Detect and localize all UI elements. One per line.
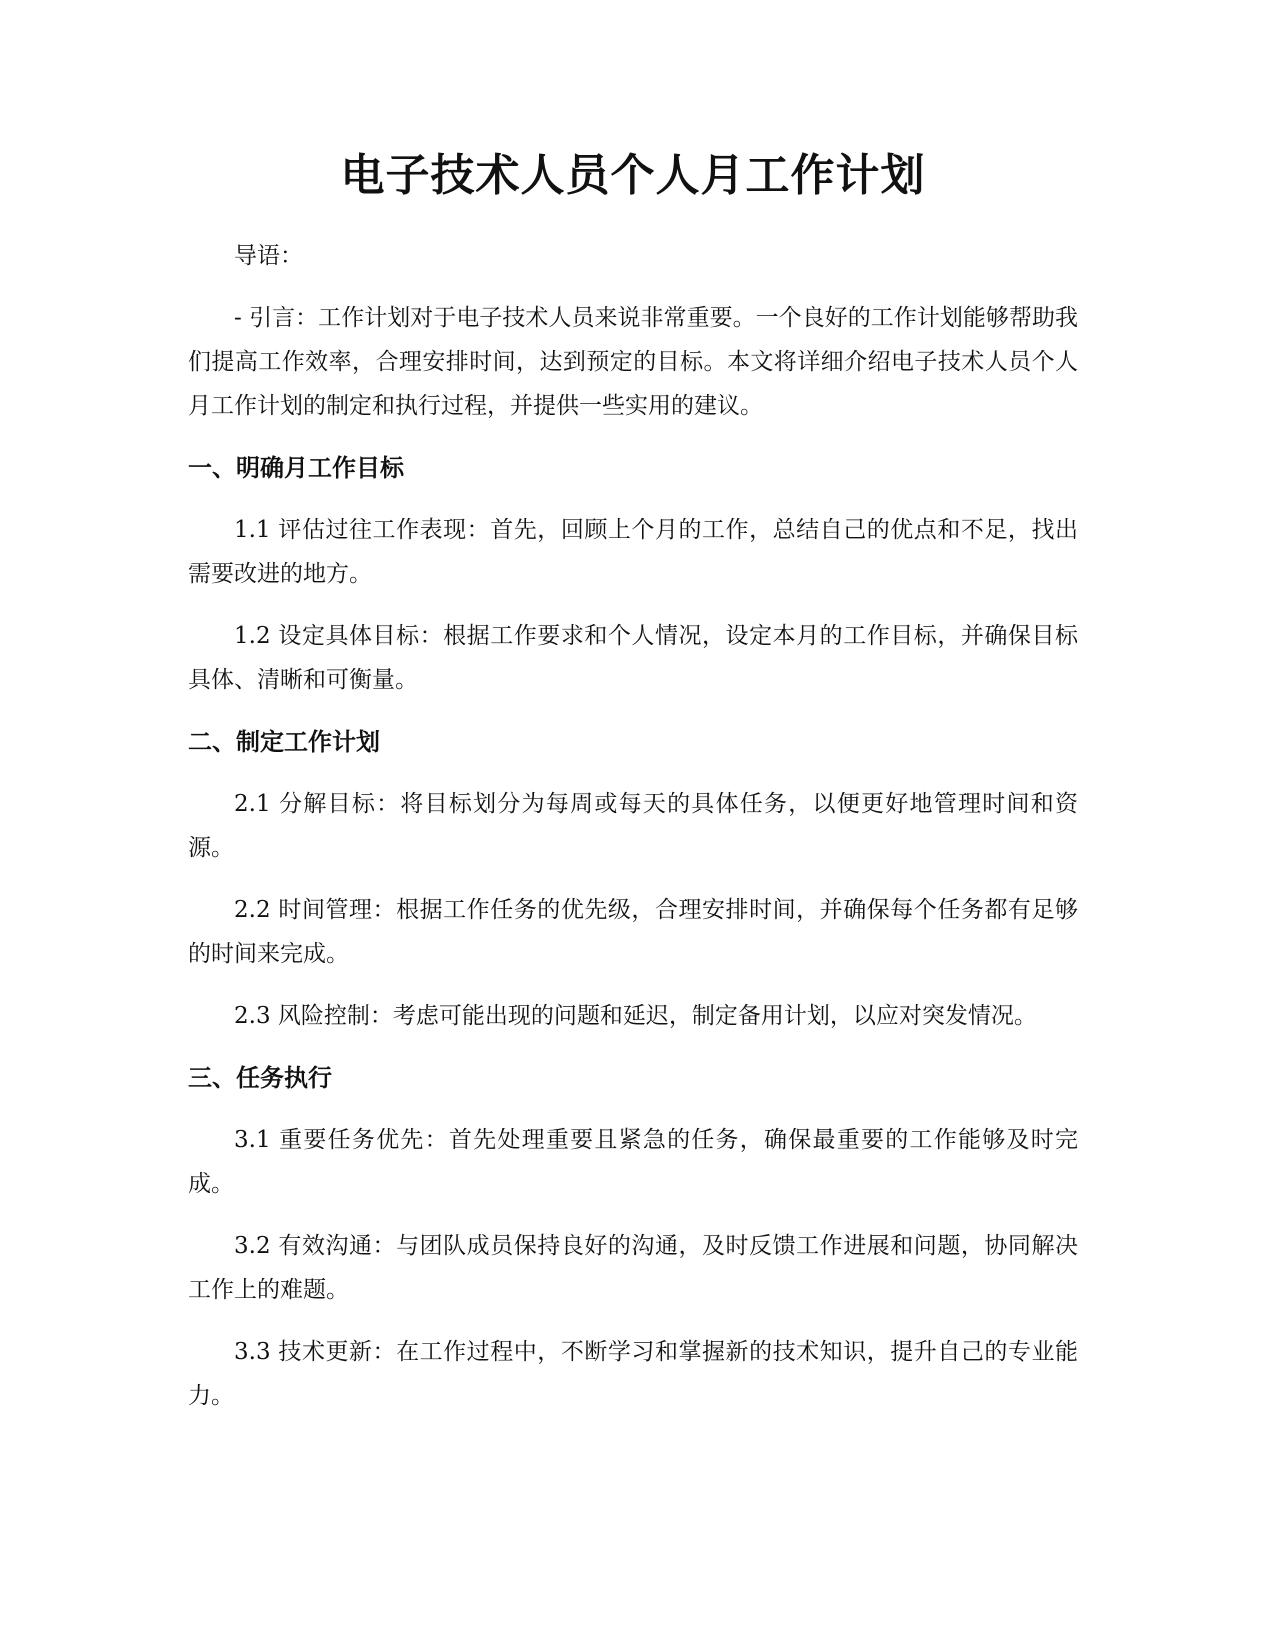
section-paragraph: 2.1 分解目标：将目标划分为每周或每天的具体任务，以便更好地管理时间和资源。 bbox=[188, 791, 1078, 861]
section-paragraph: 1.2 设定具体目标：根据工作要求和个人情况，设定本月的工作目标，并确保目标具体、清晰和可衡量。 bbox=[188, 623, 1078, 693]
section-3 bbox=[188, 1056, 1078, 1418]
section-paragraph: 2.3 风险控制：考虑可能出现的问题和延迟，制定备用计划，以应对突发情况。 bbox=[234, 1003, 1037, 1029]
document-body bbox=[188, 140, 1078, 1436]
section-heading: 二、制定工作计划 bbox=[188, 728, 380, 756]
section-paragraph: 2.2 时间管理：根据工作任务的优先级，合理安排时间，并确保每个任务都有足够的时间来完成。 bbox=[188, 897, 1078, 967]
section-paragraph: 1.1 评估过往工作表现：首先，回顾上个月的工作，总结自己的优点和不足，找出需要改进的地方。 bbox=[188, 517, 1078, 587]
intro-paragraph: - 引言：工作计划对于电子技术人员来说非常重要。一个良好的工作计划能够帮助我们提高工作效率，合理安排时间，达到预定的目标。本文将详细介绍电子技术人员个人月工作计划的制定和执行过程，并提供一些实用的建议。 bbox=[188, 305, 1078, 419]
section-1 bbox=[188, 446, 1078, 702]
section-heading: 一、明确月工作目标 bbox=[188, 454, 404, 482]
section-heading: 三、任务执行 bbox=[188, 1064, 332, 1092]
intro-label: 导语： bbox=[234, 243, 303, 269]
section-paragraph: 3.2 有效沟通：与团队成员保持良好的沟通，及时反馈工作进展和问题，协同解决工作上的难题。 bbox=[188, 1233, 1078, 1303]
section-paragraph: 3.1 重要任务优先：首先处理重要且紧急的任务，确保最重要的工作能够及时完成。 bbox=[188, 1127, 1078, 1197]
section-2 bbox=[188, 720, 1078, 1038]
section-paragraph: 3.3 技术更新：在工作过程中，不断学习和掌握新的技术知识，提升自己的专业能力。 bbox=[188, 1339, 1078, 1409]
document-title: 电子技术人员个人月工作计划 bbox=[340, 150, 926, 201]
